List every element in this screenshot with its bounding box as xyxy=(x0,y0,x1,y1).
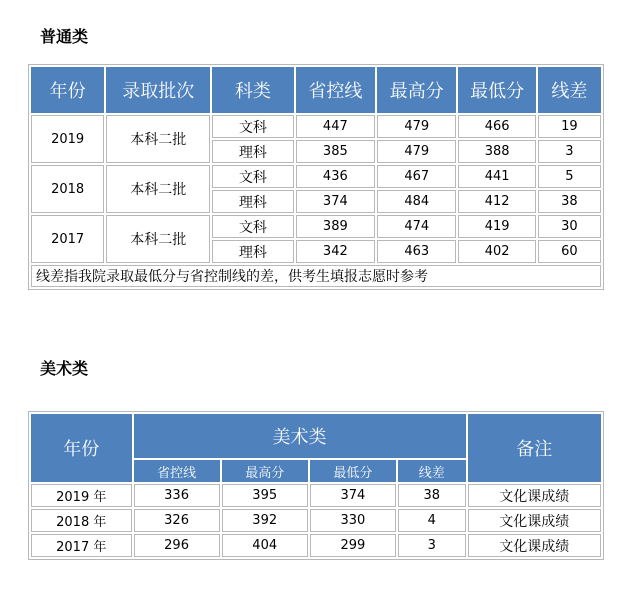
diff-cell: 4 xyxy=(398,509,466,532)
kebie-cell: 文科 xyxy=(212,165,293,188)
year-cell: 2019 xyxy=(31,115,104,163)
max-cell: 392 xyxy=(222,509,308,532)
kebie-cell: 理科 xyxy=(212,190,293,213)
provincial-cell: 385 xyxy=(296,140,375,163)
min-cell: 388 xyxy=(458,140,535,163)
diff-cell: 3 xyxy=(398,534,466,557)
remark-cell: 文化课成绩 xyxy=(468,509,601,532)
subheader-max-score: 最高分 xyxy=(222,460,308,482)
header-year: 年份 xyxy=(31,67,104,113)
batch-cell: 本科二批 xyxy=(106,115,210,163)
year-cell: 2017 年 xyxy=(31,534,132,557)
header-provincial-line: 省控线 xyxy=(296,67,375,113)
max-cell: 479 xyxy=(377,115,456,138)
header-max-score: 最高分 xyxy=(377,67,456,113)
header-min-score: 最低分 xyxy=(458,67,535,113)
max-cell: 395 xyxy=(222,484,308,507)
section-title-art: 美术类 xyxy=(40,359,89,378)
diff-cell: 38 xyxy=(398,484,466,507)
section-title-general: 普通类 xyxy=(40,27,89,46)
kebie-cell: 文科 xyxy=(212,115,293,138)
diff-cell: 30 xyxy=(538,215,601,238)
header-year: 年份 xyxy=(31,414,132,482)
diff-cell: 19 xyxy=(538,115,601,138)
max-cell: 463 xyxy=(377,240,456,263)
table-row xyxy=(31,484,601,507)
table-header-row xyxy=(31,414,601,458)
year-cell: 2019 年 xyxy=(31,484,132,507)
year-cell: 2018 年 xyxy=(31,509,132,532)
table-row xyxy=(31,115,601,138)
provincial-cell: 447 xyxy=(296,115,375,138)
max-cell: 404 xyxy=(222,534,308,557)
table-row xyxy=(31,534,601,557)
year-cell: 2018 xyxy=(31,165,104,213)
year-cell: 2017 xyxy=(31,215,104,263)
max-cell: 467 xyxy=(377,165,456,188)
header-remark: 备注 xyxy=(468,414,601,482)
provincial-cell: 436 xyxy=(296,165,375,188)
remark-cell: 文化课成绩 xyxy=(468,484,601,507)
diff-cell: 5 xyxy=(538,165,601,188)
provincial-cell: 389 xyxy=(296,215,375,238)
diff-cell: 38 xyxy=(538,190,601,213)
subheader-diff: 线差 xyxy=(398,460,466,482)
general-admission-table xyxy=(28,64,604,290)
provincial-cell: 336 xyxy=(134,484,220,507)
kebie-cell: 文科 xyxy=(212,215,293,238)
max-cell: 479 xyxy=(377,140,456,163)
art-admission-table xyxy=(28,411,604,560)
min-cell: 330 xyxy=(310,509,396,532)
kebie-cell: 理科 xyxy=(212,140,293,163)
max-cell: 474 xyxy=(377,215,456,238)
table-note: 线差指我院录取最低分与省控制线的差，供考生填报志愿时参考 xyxy=(31,265,601,287)
table-row xyxy=(31,215,601,238)
note-row xyxy=(31,265,601,287)
table-row xyxy=(31,509,601,532)
min-cell: 374 xyxy=(310,484,396,507)
header-kebie: 科类 xyxy=(212,67,293,113)
header-diff: 线差 xyxy=(538,67,601,113)
subheader-provincial-line: 省控线 xyxy=(134,460,220,482)
min-cell: 299 xyxy=(310,534,396,557)
remark-cell: 文化课成绩 xyxy=(468,534,601,557)
header-art-group: 美术类 xyxy=(134,414,466,458)
min-cell: 419 xyxy=(458,215,535,238)
min-cell: 441 xyxy=(458,165,535,188)
provincial-cell: 296 xyxy=(134,534,220,557)
subheader-min-score: 最低分 xyxy=(310,460,396,482)
batch-cell: 本科二批 xyxy=(106,215,210,263)
provincial-cell: 342 xyxy=(296,240,375,263)
diff-cell: 60 xyxy=(538,240,601,263)
table-header-row xyxy=(31,67,601,113)
provincial-cell: 326 xyxy=(134,509,220,532)
diff-cell: 3 xyxy=(538,140,601,163)
table-row xyxy=(31,165,601,188)
min-cell: 402 xyxy=(458,240,535,263)
min-cell: 466 xyxy=(458,115,535,138)
batch-cell: 本科二批 xyxy=(106,165,210,213)
provincial-cell: 374 xyxy=(296,190,375,213)
header-batch: 录取批次 xyxy=(106,67,210,113)
kebie-cell: 理科 xyxy=(212,240,293,263)
max-cell: 484 xyxy=(377,190,456,213)
min-cell: 412 xyxy=(458,190,535,213)
